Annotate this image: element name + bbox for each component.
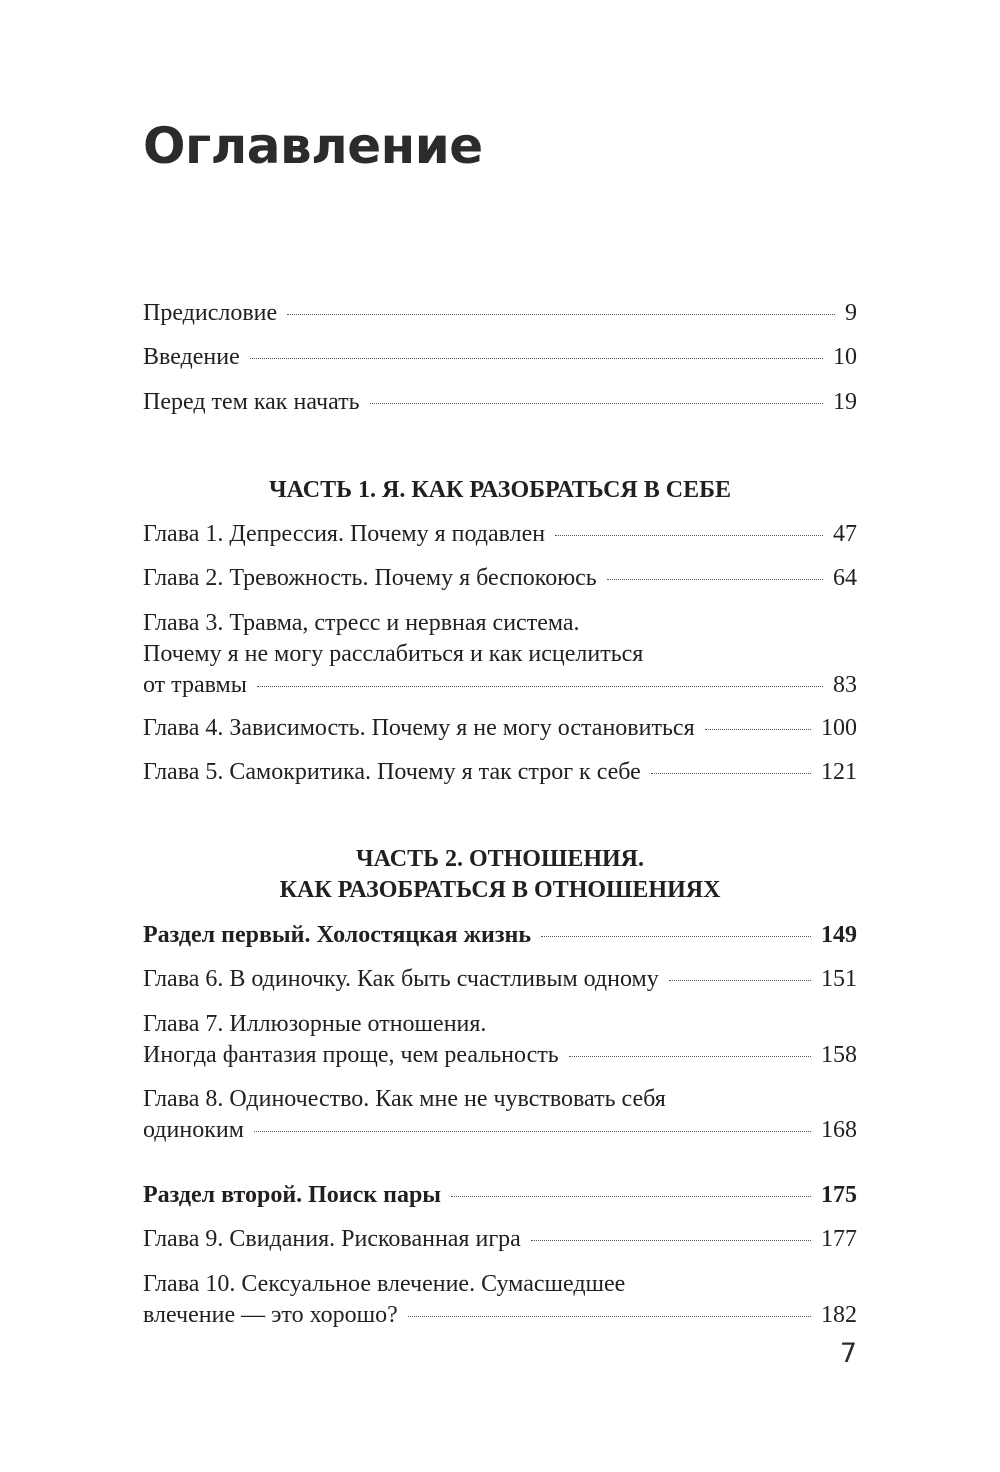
page-number: 177 [821, 1226, 857, 1252]
entry-title-line: Почему я не могу расслабиться и как исцелиться [143, 641, 644, 667]
dot-leader [370, 403, 823, 404]
toc-entry-section-2[interactable] [143, 1180, 857, 1211]
dot-leader [669, 980, 811, 981]
dot-leader [607, 579, 823, 580]
entry-title: Глава 9. Свидания. Рискованная игра [143, 1226, 521, 1252]
dot-leader [531, 1240, 811, 1241]
page-number: 168 [821, 1117, 857, 1143]
entry-title-line: одиноким [143, 1117, 244, 1143]
toc-entry-chapter-2[interactable] [143, 563, 857, 594]
page-number: 47 [833, 521, 857, 547]
page-number: 100 [821, 715, 857, 741]
toc-entry-before-start[interactable] [143, 387, 857, 418]
page-number: 10 [833, 344, 857, 370]
toc-entry-chapter-9[interactable] [143, 1224, 857, 1255]
toc-entry-introduction[interactable] [143, 342, 857, 373]
part-2-heading [143, 844, 857, 906]
entry-title: Глава 2. Тревожность. Почему я беспокоюсь [143, 565, 597, 591]
toc-entry-chapter-5[interactable] [143, 757, 857, 788]
toc-entry-chapter-3[interactable] [143, 608, 857, 701]
entry-title-line: Глава 10. Сексуальное влечение. Сумасшедшее [143, 1271, 626, 1297]
page-number: 121 [821, 759, 857, 785]
dot-leader [569, 1056, 811, 1057]
page-folio-number: 7 [839, 1338, 857, 1369]
toc-entry-chapter-8[interactable] [143, 1084, 857, 1146]
entry-title-line: Глава 3. Травма, стресс и нервная система. [143, 610, 580, 636]
entry-title: Раздел второй. Поиск пары [143, 1182, 442, 1208]
entry-title: Глава 4. Зависимость. Почему я не могу остановиться [143, 715, 695, 741]
entry-title: Введение [143, 344, 240, 370]
dot-leader [541, 936, 811, 937]
page-title: Оглавление [143, 117, 483, 175]
page-number: 151 [821, 966, 857, 992]
entry-title-line: Иногда фантазия проще, чем реальность [143, 1042, 559, 1068]
toc-entry-chapter-4[interactable] [143, 713, 857, 744]
toc-entry-chapter-7[interactable] [143, 1009, 857, 1071]
entry-title-line: Глава 7. Иллюзорные отношения. [143, 1011, 487, 1037]
entry-title-line: от травмы [143, 672, 247, 698]
part-1-heading [143, 475, 857, 506]
entry-title: Глава 1. Депрессия. Почему я подавлен [143, 521, 546, 547]
page-number: 149 [821, 922, 857, 948]
dot-leader [254, 1131, 811, 1132]
page-number: 175 [821, 1182, 857, 1208]
part-heading-line: КАК РАЗОБРАТЬСЯ В ОТНОШЕНИЯХ [279, 877, 721, 903]
dot-leader [287, 314, 835, 315]
page-number: 158 [821, 1042, 857, 1068]
page-number: 9 [845, 300, 857, 326]
dot-leader [651, 773, 811, 774]
page-number: 19 [833, 389, 857, 415]
dot-leader [257, 686, 823, 687]
entry-title: Глава 6. В одиночку. Как быть счастливым одному [143, 966, 659, 992]
part-heading-line: ЧАСТЬ 2. ОТНОШЕНИЯ. [356, 846, 644, 872]
part-heading-line: ЧАСТЬ 1. Я. КАК РАЗОБРАТЬСЯ В СЕБЕ [269, 477, 731, 503]
entry-title: Глава 5. Самокритика. Почему я так строг к себе [143, 759, 641, 785]
toc-entry-section-1[interactable] [143, 920, 857, 951]
page-number: 83 [833, 672, 857, 698]
page-number: 182 [821, 1302, 857, 1328]
entry-title: Предисловие [143, 300, 278, 326]
toc-entry-chapter-1[interactable] [143, 519, 857, 550]
entry-title: Перед тем как начать [143, 389, 360, 415]
entry-title: Раздел первый. Холостяцкая жизнь [143, 922, 532, 948]
toc-entry-preface[interactable] [143, 298, 857, 329]
dot-leader [408, 1316, 811, 1317]
dot-leader [555, 535, 823, 536]
dot-leader [250, 358, 823, 359]
dot-leader [451, 1196, 811, 1197]
page-number: 64 [833, 565, 857, 591]
toc-entry-chapter-6[interactable] [143, 964, 857, 995]
dot-leader [705, 729, 811, 730]
toc-entry-chapter-10[interactable] [143, 1269, 857, 1331]
entry-title-line: Глава 8. Одиночество. Как мне не чувствовать себя [143, 1086, 666, 1112]
entry-title-line: влечение — это хорошо? [143, 1302, 398, 1328]
